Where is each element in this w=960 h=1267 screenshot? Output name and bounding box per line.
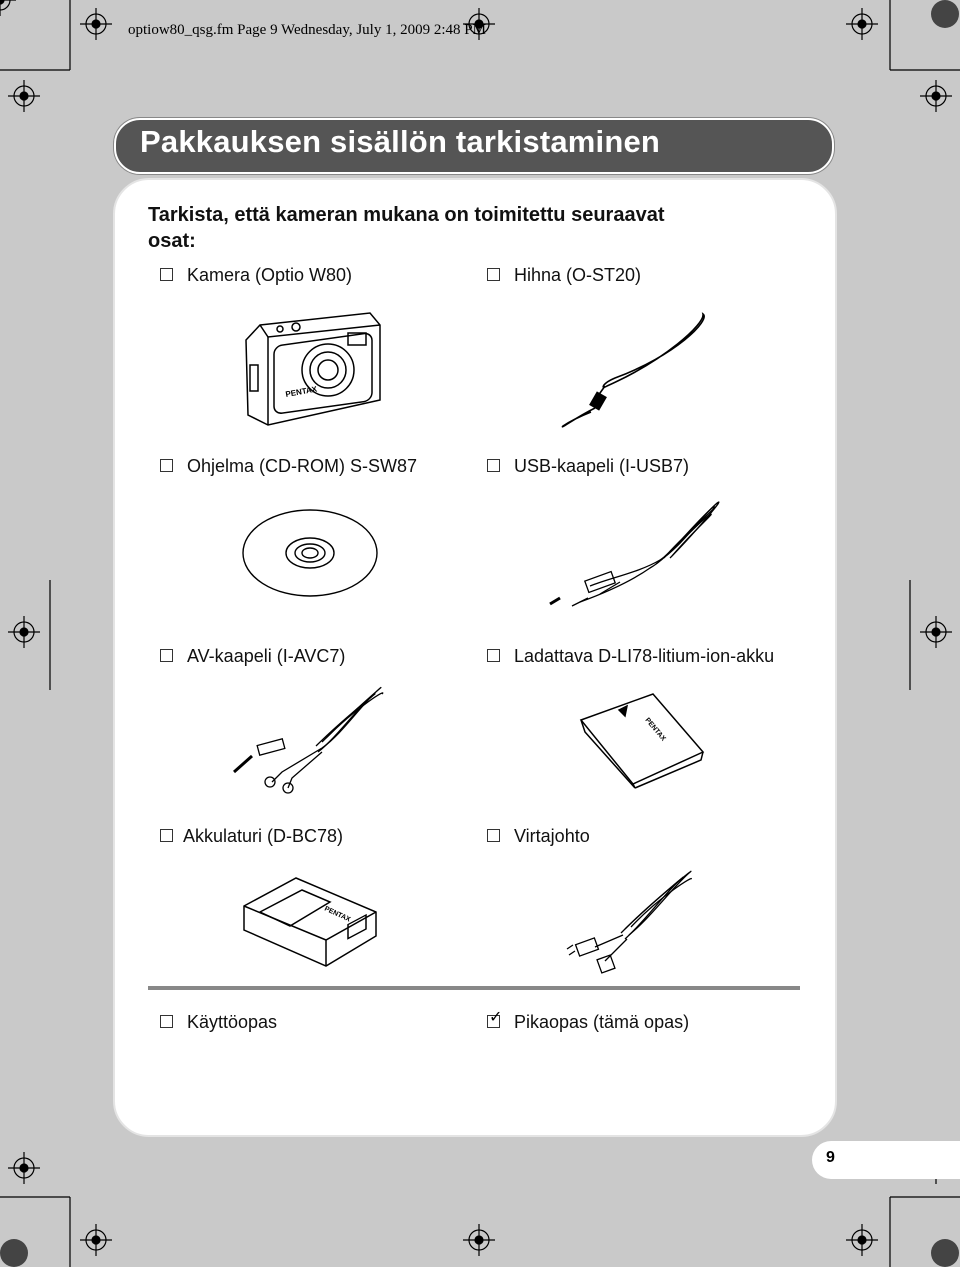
checkbox[interactable] xyxy=(160,459,173,472)
list-item: Virtajohto xyxy=(487,825,590,847)
list-item: AV-kaapeli (I-AVC7) xyxy=(160,645,345,667)
cd-rom-icon xyxy=(242,508,380,598)
camera-icon xyxy=(240,305,385,430)
brand-logo: PENTAX xyxy=(284,384,318,399)
page-title: Pakkauksen sisällön tarkistaminen xyxy=(140,124,661,159)
checkbox-checked[interactable] xyxy=(487,1009,503,1028)
list-item: ✓ Pikaopas (tämä opas) xyxy=(489,1009,690,1032)
list-item: Kamera (Optio W80) xyxy=(160,264,352,286)
av-cable-icon xyxy=(222,682,392,797)
print-header: optiow80_qsg.fm Page 9 Wednesday, July 1, 2009 2:48 PM xyxy=(128,22,486,38)
brand-logo: PENTAX xyxy=(323,905,352,924)
checkbox[interactable] xyxy=(160,829,173,842)
usb-cable-icon xyxy=(540,498,730,613)
check-icon: ✓ xyxy=(489,1009,503,1027)
page-number: 9 xyxy=(826,1149,835,1166)
list-item: Ohjelma (CD-ROM) S-SW87 xyxy=(160,455,417,477)
checkbox[interactable] xyxy=(487,268,500,281)
brand-logo: PENTAX xyxy=(643,716,667,743)
intro-text: Tarkista, että kameran mukana on toimitettu seuraavat osat: xyxy=(148,204,665,252)
divider xyxy=(148,986,800,990)
charger-icon xyxy=(240,872,382,972)
checkbox[interactable] xyxy=(160,649,173,662)
checkbox[interactable] xyxy=(487,459,500,472)
battery-icon xyxy=(575,690,710,790)
list-item: Ladattava D-LI78-litium-ion-akku xyxy=(487,645,774,667)
list-item: Akkulaturi (D-BC78) xyxy=(160,825,343,847)
checkbox[interactable] xyxy=(487,649,500,662)
list-item: Hihna (O-ST20) xyxy=(487,264,641,286)
list-item: Käyttöopas xyxy=(160,1011,277,1033)
strap-icon xyxy=(555,308,715,433)
power-cord-icon xyxy=(565,865,705,975)
checkbox[interactable] xyxy=(487,829,500,842)
list-item: USB-kaapeli (I-USB7) xyxy=(487,455,689,477)
checkbox[interactable] xyxy=(160,1015,173,1028)
checkbox[interactable] xyxy=(160,268,173,281)
